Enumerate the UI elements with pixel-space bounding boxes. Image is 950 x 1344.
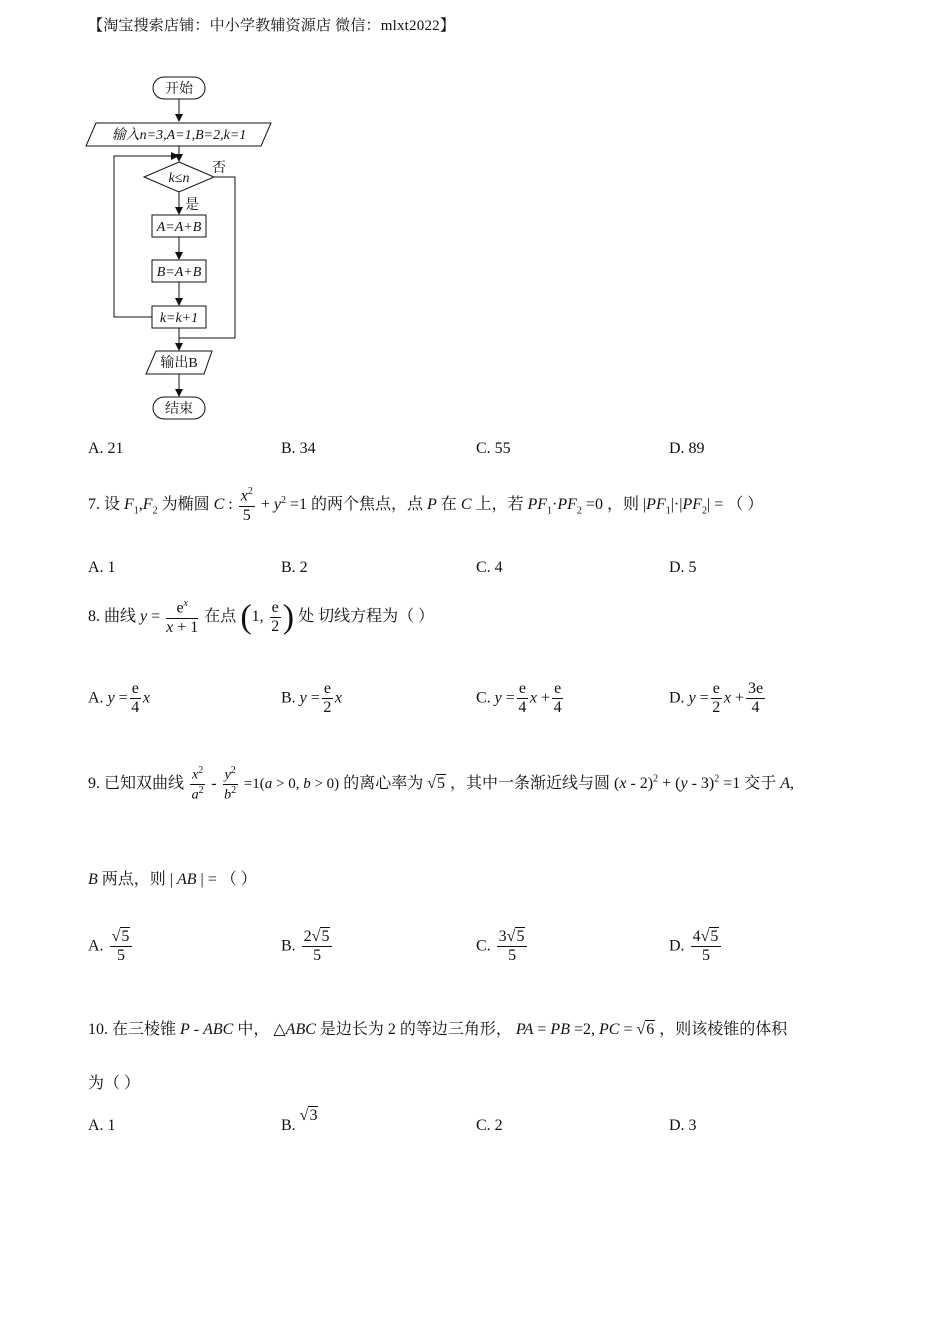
q7-option-a: A. 1 bbox=[88, 559, 116, 576]
q7-option-b: B. 2 bbox=[281, 559, 308, 576]
question-8: 8. 曲线 y = $\frac{e^x}{x + 1}$ 在点 (1, $\frac{e}{2}$ ) 处 切线方程为（ ） bbox=[88, 598, 435, 636]
flowchart bbox=[80, 70, 280, 430]
flowchart-step2-text: B=A+B bbox=[156, 265, 202, 280]
q9-option-b: B. $\frac{2√5}{5}$ bbox=[281, 928, 334, 966]
page-header: 【淘宝搜索店铺：中小学教辅资源店 微信：mlxt2022】 bbox=[88, 18, 456, 34]
flowchart-step1-text: A=A+B bbox=[156, 220, 202, 235]
q10-option-d: D. 3 bbox=[669, 1117, 697, 1134]
q10-option-a: A. 1 bbox=[88, 1117, 116, 1134]
q6-option-d: D. 89 bbox=[669, 440, 705, 457]
flowchart-step3-text: k=k+1 bbox=[159, 311, 199, 326]
flowchart-no-label: 否 bbox=[212, 161, 226, 176]
question-9-line-2: B 两点，则 | AB | = （ ） bbox=[88, 871, 257, 888]
q9-option-c: C. $\frac{3√5}{5}$ bbox=[476, 928, 529, 966]
question-10-line-2: 为（ ） bbox=[88, 1075, 141, 1092]
flowchart-end-text: 结束 bbox=[165, 402, 193, 417]
flowchart-condition-text: k≤n bbox=[168, 171, 190, 186]
question-9-line-1: 9. 已知双曲线 $\frac{x^2}{a^2}$ - $\frac{y^2}{b^2}$ =1(a > 0, b > 0) 的离心率为 √5 ，其中一条渐近线与圆 (x - 2)$^2$ + (y - 3)$^2$ =1 交于 A, bbox=[88, 765, 795, 803]
q8-option-b: B. y = $\frac{e}{2}$ x bbox=[281, 680, 343, 717]
q9-option-a: A. $\frac{√5}{5}$ bbox=[88, 928, 134, 966]
q9-option-d: D. $\frac{4√5}{5}$ bbox=[669, 928, 723, 966]
q8-option-d: D. y = $\frac{e}{2}$ x + $\frac{3e}{4}$ bbox=[669, 680, 764, 717]
flowchart-input-text: 输入n=3,A=1,B=2,k=1 bbox=[111, 128, 247, 143]
q10-option-b: B. √3 bbox=[281, 1107, 318, 1134]
q7-option-c: C. 4 bbox=[476, 559, 503, 576]
flowchart-yes-label: 是 bbox=[185, 198, 199, 213]
q8-option-a: A. y = $\frac{e}{4}$ x bbox=[88, 680, 150, 717]
q6-option-a: A. 21 bbox=[88, 440, 124, 457]
flowchart-output-text: 输出B bbox=[160, 356, 198, 371]
question-10-line-1: 10. 在三棱锥 P - ABC 中， △ABC 是边长为 2 的等边三角形， PA = PB =2, PC = √6 ，则该棱锥的体积 bbox=[88, 1021, 788, 1038]
q10-option-c: C. 2 bbox=[476, 1117, 503, 1134]
q8-option-c: C. y = $\frac{e}{4}$ x + $\frac{e}{4}$ bbox=[476, 680, 562, 717]
question-7: 7. 设 $F_1,F_2$ 为椭圆 C : $\frac{x^2}{5}$ + $y^2 =1$ 的两个焦点，点 P 在 C 上，若 $PF_1\cdot PF_2 =0$ ，则 $|PF_1|\cdot|PF_2|$ = （ ） bbox=[88, 486, 764, 524]
q7-option-d: D. 5 bbox=[669, 559, 697, 576]
q6-option-b: B. 34 bbox=[281, 440, 316, 457]
q6-option-c: C. 55 bbox=[476, 440, 511, 457]
flowchart-start-text: 开始 bbox=[165, 82, 193, 97]
